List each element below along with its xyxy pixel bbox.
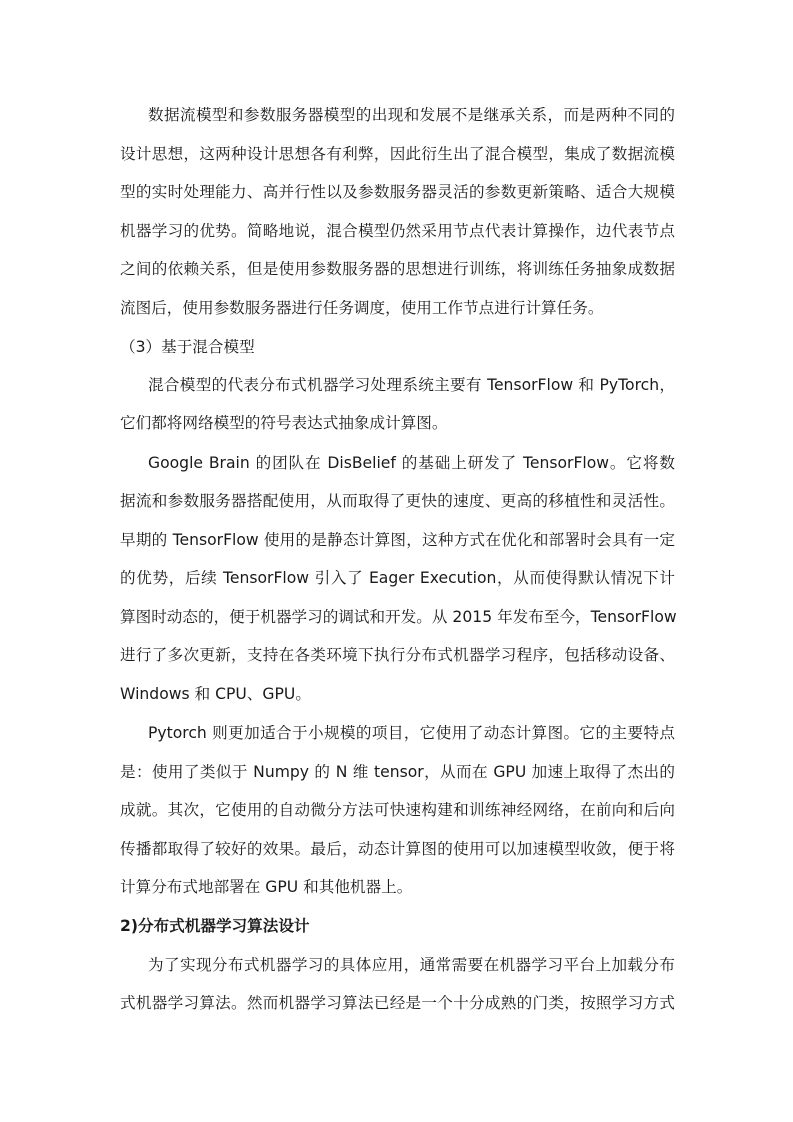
- paragraph-1-line-4: 机器学习的优势。简略地说，混合模型仍然采用节点代表计算操作，边代表节点: [120, 222, 675, 240]
- section-heading-3: （3）基于混合模型: [120, 338, 255, 356]
- paragraph-3-line-7: Windows 和 CPU、GPU。: [120, 685, 311, 703]
- paragraph-3-line-1: Google Brain 的团队在 DisBelief 的基础上研发了 TensorFlow。它将数: [148, 454, 675, 472]
- paragraph-1-line-1: 数据流模型和参数服务器模型的出现和发展不是继承关系，而是两种不同的: [148, 106, 675, 124]
- paragraph-3-line-6: 进行了多次更新，支持在各类环境下执行分布式机器学习程序，包括移动设备、: [120, 646, 675, 664]
- paragraph-3-line-4: 的优势，后续 TensorFlow 引入了 Eager Execution，从而使得默认情况下计: [120, 569, 675, 587]
- paragraph-2-line-1: 混合模型的代表分布式机器学习处理系统主要有 TensorFlow 和 PyTorch，: [148, 376, 675, 394]
- paragraph-1-line-3: 型的实时处理能力、高并行性以及参数服务器灵活的参数更新策略、适合大规模: [120, 183, 675, 201]
- paragraph-5-line-1: 为了实现分布式机器学习的具体应用，通常需要在机器学习平台上加载分布: [148, 956, 675, 974]
- paragraph-3-line-2: 据流和参数服务器搭配使用，从而取得了更快的速度、更高的移植性和灵活性。: [120, 492, 675, 510]
- section-heading-2: 2)分布式机器学习算法设计: [120, 917, 310, 935]
- paragraph-1-line-5: 之间的依赖关系，但是使用参数服务器的思想进行训练，将训练任务抽象成数据: [120, 260, 675, 278]
- paragraph-1-line-2: 设计思想，这两种设计思想各有利弊，因此衍生出了混合模型，集成了数据流模: [120, 145, 675, 163]
- paragraph-4-line-4: 传播都取得了较好的效果。最后，动态计算图的使用可以加速模型收敛，便于将: [120, 840, 675, 858]
- paragraph-2-line-2: 它们都将网络模型的符号表达式抽象成计算图。: [120, 414, 448, 432]
- paragraph-4-line-5: 计算分布式地部署在 GPU 和其他机器上。: [120, 878, 413, 896]
- paragraph-3-line-3: 早期的 TensorFlow 使用的是静态计算图，这种方式在优化和部署时会具有一定: [120, 531, 675, 549]
- paragraph-4-line-3: 成就。其次，它使用的自动微分方法可快速构建和训练神经网络，在前向和后向: [120, 801, 675, 819]
- paragraph-4-line-2: 是：使用了类似于 Numpy 的 N 维 tensor，从而在 GPU 加速上取得了杰出的: [120, 763, 675, 781]
- paragraph-4-line-1: Pytorch 则更加适合于小规模的项目，它使用了动态计算图。它的主要特点: [148, 724, 675, 742]
- paragraph-1-line-6: 流图后，使用参数服务器进行任务调度，使用工作节点进行计算任务。: [120, 299, 604, 317]
- paragraph-3-line-5: 算图时动态的，便于机器学习的调试和开发。从 2015 年发布至今，TensorFlow: [120, 608, 677, 626]
- paragraph-5-line-2: 式机器学习算法。然而机器学习算法已经是一个十分成熟的门类，按照学习方式: [120, 994, 675, 1012]
